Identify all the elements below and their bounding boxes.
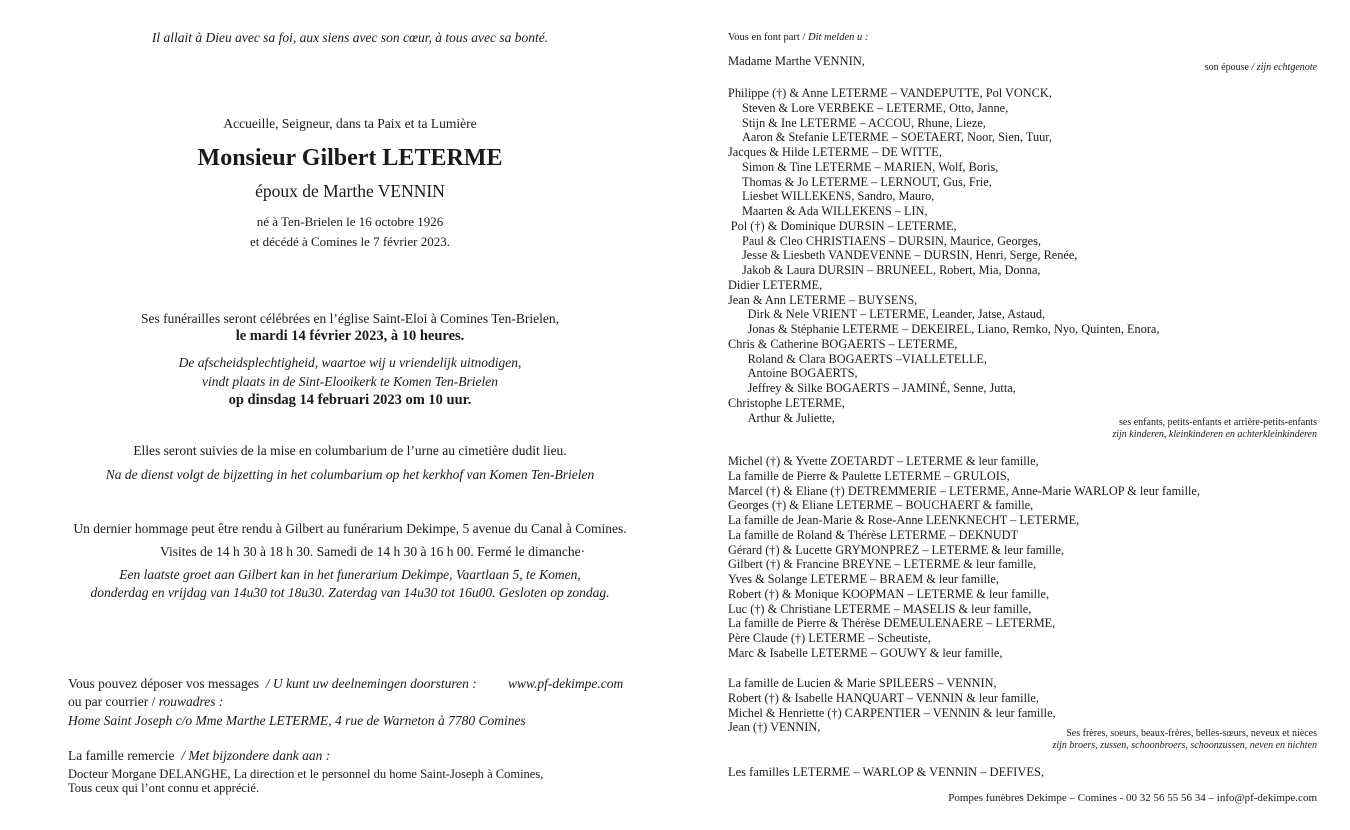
sibling-family-line: La famille de Roland & Thérèse LETERME – DEKNUDT bbox=[728, 527, 1019, 542]
family-member-line: Roland & Clara BOGAERTS –VIALLETELLE, bbox=[747, 351, 987, 366]
family-member-line: Pol (†) & Dominique DURSIN – LETERME, bbox=[730, 218, 957, 233]
sibling-family-line: Père Claude (†) LETERME – Scheutiste, bbox=[728, 631, 931, 645]
children-note bbox=[1112, 417, 1317, 441]
family-member-line: Jakob & Laura DURSIN – BRUNEEL, Robert, Mia, Donna, bbox=[742, 263, 1041, 277]
sibling-family-line: Michel (†) & Yvette ZOETARDT – LETERME & leur famille, bbox=[728, 454, 1039, 468]
messages-fr: Vous pouvez déposer vos messages bbox=[68, 676, 259, 691]
siblings-note bbox=[1052, 728, 1317, 752]
children-note-nl: zijn kinderen, kleinkinderen en achterkleinkinderen bbox=[1112, 429, 1317, 440]
family-member-line: Arthur & Juliette, bbox=[747, 410, 835, 425]
messages-nl: / U kunt uw deelnemingen doorsturen : bbox=[265, 676, 477, 691]
mail-fr: ou par courrier / bbox=[68, 694, 156, 709]
family-member-line: Jacques & Hilde LETERME – DE WITTE, bbox=[728, 145, 942, 159]
thanks-heading bbox=[68, 748, 330, 764]
sibling-family-line: Yves & Solange LETERME – BRAEM & leur famille, bbox=[728, 572, 999, 586]
family-member-line: Chris & Catherine BOGAERTS – LETERME, bbox=[728, 336, 958, 351]
sibling-family-line: Robert (†) & Monique KOOPMAN – LETERME & leur famille, bbox=[728, 586, 1050, 601]
family-member-line: Christophe LETERME, bbox=[728, 395, 845, 410]
sibling-family-line: Gérard (†) & Lucette GRYMONPREZ – LETERME & leur famille, bbox=[728, 542, 1065, 557]
family-member-line: Maarten & Ada WILLEKENS – LIN, bbox=[742, 204, 928, 218]
inlaw-family-line: Michel & Henriette (†) CARPENTIER – VENNIN & leur famille, bbox=[728, 705, 1056, 720]
family-member-line: Steven & Lore VERBEKE – LETERME, Otto, Janne, bbox=[742, 100, 1009, 115]
inlaw-family-line: La famille de Lucien & Marie SPILEERS – VENNIN, bbox=[728, 676, 997, 690]
family-member-line: Dirk & Nele VRIENT – LETERME, Leander, Jatse, Astaud, bbox=[747, 307, 1046, 322]
family-member-line: Didier LETERME, bbox=[728, 277, 823, 292]
footer-contact: Pompes funèbres Dekimpe – Comines - 00 32 56 55 56 34 – info@pf-dekimpe.com bbox=[948, 792, 1317, 804]
thanks-nl: / Met bijzondere dank aan : bbox=[181, 748, 331, 763]
family-member-line: Thomas & Jo LETERME – LERNOUT, Gus, Frie, bbox=[742, 174, 992, 189]
family-member-line: Jean & Ann LETERME – BUYSENS, bbox=[728, 292, 918, 307]
sibling-family-line: La famille de Pierre & Paulette LETERME – GRULOIS, bbox=[728, 468, 1010, 483]
sibling-family-line: La famille de Pierre & Thérèse DEMEULENAERE – LETERME, bbox=[728, 616, 1056, 631]
funeral-fr-date: le mardi 14 février 2023, à 10 heures. bbox=[235, 328, 465, 344]
visits-fr: Visites de 14 h 30 à 18 h 30. Samedi de 14 h 30 à 16 h 00. Fermé le dimanche· bbox=[160, 544, 586, 559]
inlaw-family-line: Jean (†) VENNIN, bbox=[728, 720, 821, 735]
family-member-line: Antoine BOGAERTS, bbox=[747, 366, 858, 381]
family-member-line: Stijn & Ine LETERME – ACCOU, Rhune, Lieze, bbox=[742, 115, 986, 130]
sibling-family-line: Luc (†) & Christiane LETERME – MASELIS & leur famille, bbox=[728, 601, 1032, 616]
siblings-note-fr: Ses frères, soeurs, beaux-frères, belles-sœurs, neveux et nièces bbox=[1066, 728, 1317, 739]
messages-line bbox=[68, 676, 477, 692]
spouse-note bbox=[1205, 62, 1317, 74]
hommage-nl-2: donderdag en vrijdag van 14u30 tot 18u30. Zaterdag van 14u30 tot 16u00. Gesloten op zondag. bbox=[90, 585, 610, 600]
intro-line bbox=[728, 32, 868, 43]
hommage-nl-1: Een laatste groet aan Gilbert kan in het funerarium Dekimpe, Vaartlaan 5, te Komen, bbox=[119, 567, 581, 582]
spouse-name: Madame Marthe VENNIN, bbox=[728, 54, 865, 68]
deceased-name: Monsieur Gilbert LETERME bbox=[197, 145, 503, 171]
intro-nl: Dit melden u : bbox=[808, 32, 869, 43]
thanks-line-2: Tous ceux qui l’ont connu et apprécié. bbox=[68, 781, 260, 795]
funeral-nl-line-2: vindt plaats in de Sint-Elooikerk te Komen Ten-Brielen bbox=[201, 374, 499, 389]
hommage-fr: Un dernier hommage peut être rendu à Gilbert au funérarium Dekimpe, 5 avenue du Canal à Comines. bbox=[73, 521, 627, 536]
mail-nl: rouwadres : bbox=[158, 694, 224, 709]
family-member-line: Jesse & Liesbeth VANDEVENNE – DURSIN, Henri, Serge, Renée, bbox=[742, 248, 1078, 263]
thanks-line-1: Docteur Morgane DELANGHE, La direction et le personnel du home Saint-Joseph à Comines, bbox=[68, 767, 544, 781]
spouse-note-fr: son épouse bbox=[1204, 62, 1249, 73]
spouse-note-nl: / zijn echtgenote bbox=[1251, 62, 1317, 73]
funeral-nl-date: op dinsdag 14 februari 2023 om 10 uur. bbox=[228, 392, 472, 408]
opening-quote: Il allait à Dieu avec sa foi, aux siens avec son cœur, à tous avec sa bonté. bbox=[151, 30, 549, 45]
siblings-note-nl: zijn broers, zussen, schoonbroers, schoonzussen, neven en nichten bbox=[1052, 740, 1317, 751]
family-member-line: Paul & Cleo CHRISTIAENS – DURSIN, Maurice, Georges, bbox=[742, 233, 1041, 248]
sibling-family-line: Marc & Isabelle LETERME – GOUWY & leur famille, bbox=[728, 645, 1003, 660]
columbarium-fr: Elles seront suivies de la mise en columbarium de l’urne au cimetière dudit lieu. bbox=[133, 443, 567, 458]
website-link[interactable]: www.pf-dekimpe.com bbox=[508, 676, 624, 691]
prayer-line: Accueille, Seigneur, dans ta Paix et ta Lumière bbox=[223, 116, 477, 131]
funeral-nl-line-1: De afscheidsplechtigheid, waartoe wij u vriendelijk uitnodigen, bbox=[178, 355, 522, 370]
sibling-family-line: La famille de Jean-Marie & Rose-Anne LEENKNECHT – LETERME, bbox=[728, 513, 1080, 527]
birth-line: né à Ten-Brielen le 16 octobre 1926 bbox=[256, 214, 444, 229]
thanks-fr: La famille remercie bbox=[68, 748, 175, 763]
family-member-line: Aaron & Stefanie LETERME – SOETAERT, Noor, Sien, Tuur, bbox=[742, 130, 1052, 145]
sibling-family-line: Marcel (†) & Eliane (†) DETREMMERIE – LETERME, Anne-Marie WARLOP & leur famille, bbox=[728, 483, 1200, 498]
mail-line bbox=[68, 694, 223, 710]
intro-fr: Vous en font part / bbox=[728, 32, 806, 43]
family-member-line: Liesbet WILLEKENS, Sandro, Mauro, bbox=[742, 189, 935, 204]
funeral-fr-line: Ses funérailles seront célébrées en l’église Saint-Eloi à Comines Ten-Brielen, bbox=[141, 311, 559, 326]
inlaw-family-line: Robert (†) & Isabelle HANQUART – VENNIN & leur famille, bbox=[728, 690, 1039, 705]
children-note-fr: ses enfants, petits-enfants et arrière-petits-enfants bbox=[1119, 417, 1317, 428]
columbarium-nl: Na de dienst volgt de bijzetting in het columbarium op het kerkhof van Komen Ten-Brielen bbox=[105, 467, 595, 482]
sibling-family-line: Gilbert (†) & Francine BREYNE – LETERME & leur famille, bbox=[728, 557, 1037, 572]
family-member-line: Philippe (†) & Anne LETERME – VANDEPUTTE, Pol VONCK, bbox=[728, 86, 1052, 100]
family-member-line: Jeffrey & Silke BOGAERTS – JAMINÉ, Senne, Jutta, bbox=[747, 381, 1016, 395]
death-line: et décédé à Comines le 7 février 2023. bbox=[250, 234, 450, 249]
right-page bbox=[700, 0, 1350, 830]
mail-address: Home Saint Joseph c/o Mme Marthe LETERME, 4 rue de Warneton à 7780 Comines bbox=[68, 713, 526, 728]
sibling-family-line: Georges (†) & Eliane LETERME – BOUCHAERT & famille, bbox=[728, 498, 1034, 513]
family-member-line: Simon & Tine LETERME – MARIEN, Wolf, Boris, bbox=[742, 159, 999, 174]
spouse-line: époux de Marthe VENNIN bbox=[255, 181, 445, 201]
family-member-line: Jonas & Stéphanie LETERME – DEKEIREL, Liano, Remko, Nyo, Quinten, Enora, bbox=[747, 322, 1160, 336]
families-line: Les familles LETERME – WARLOP & VENNIN – DEFIVES, bbox=[728, 765, 1045, 779]
